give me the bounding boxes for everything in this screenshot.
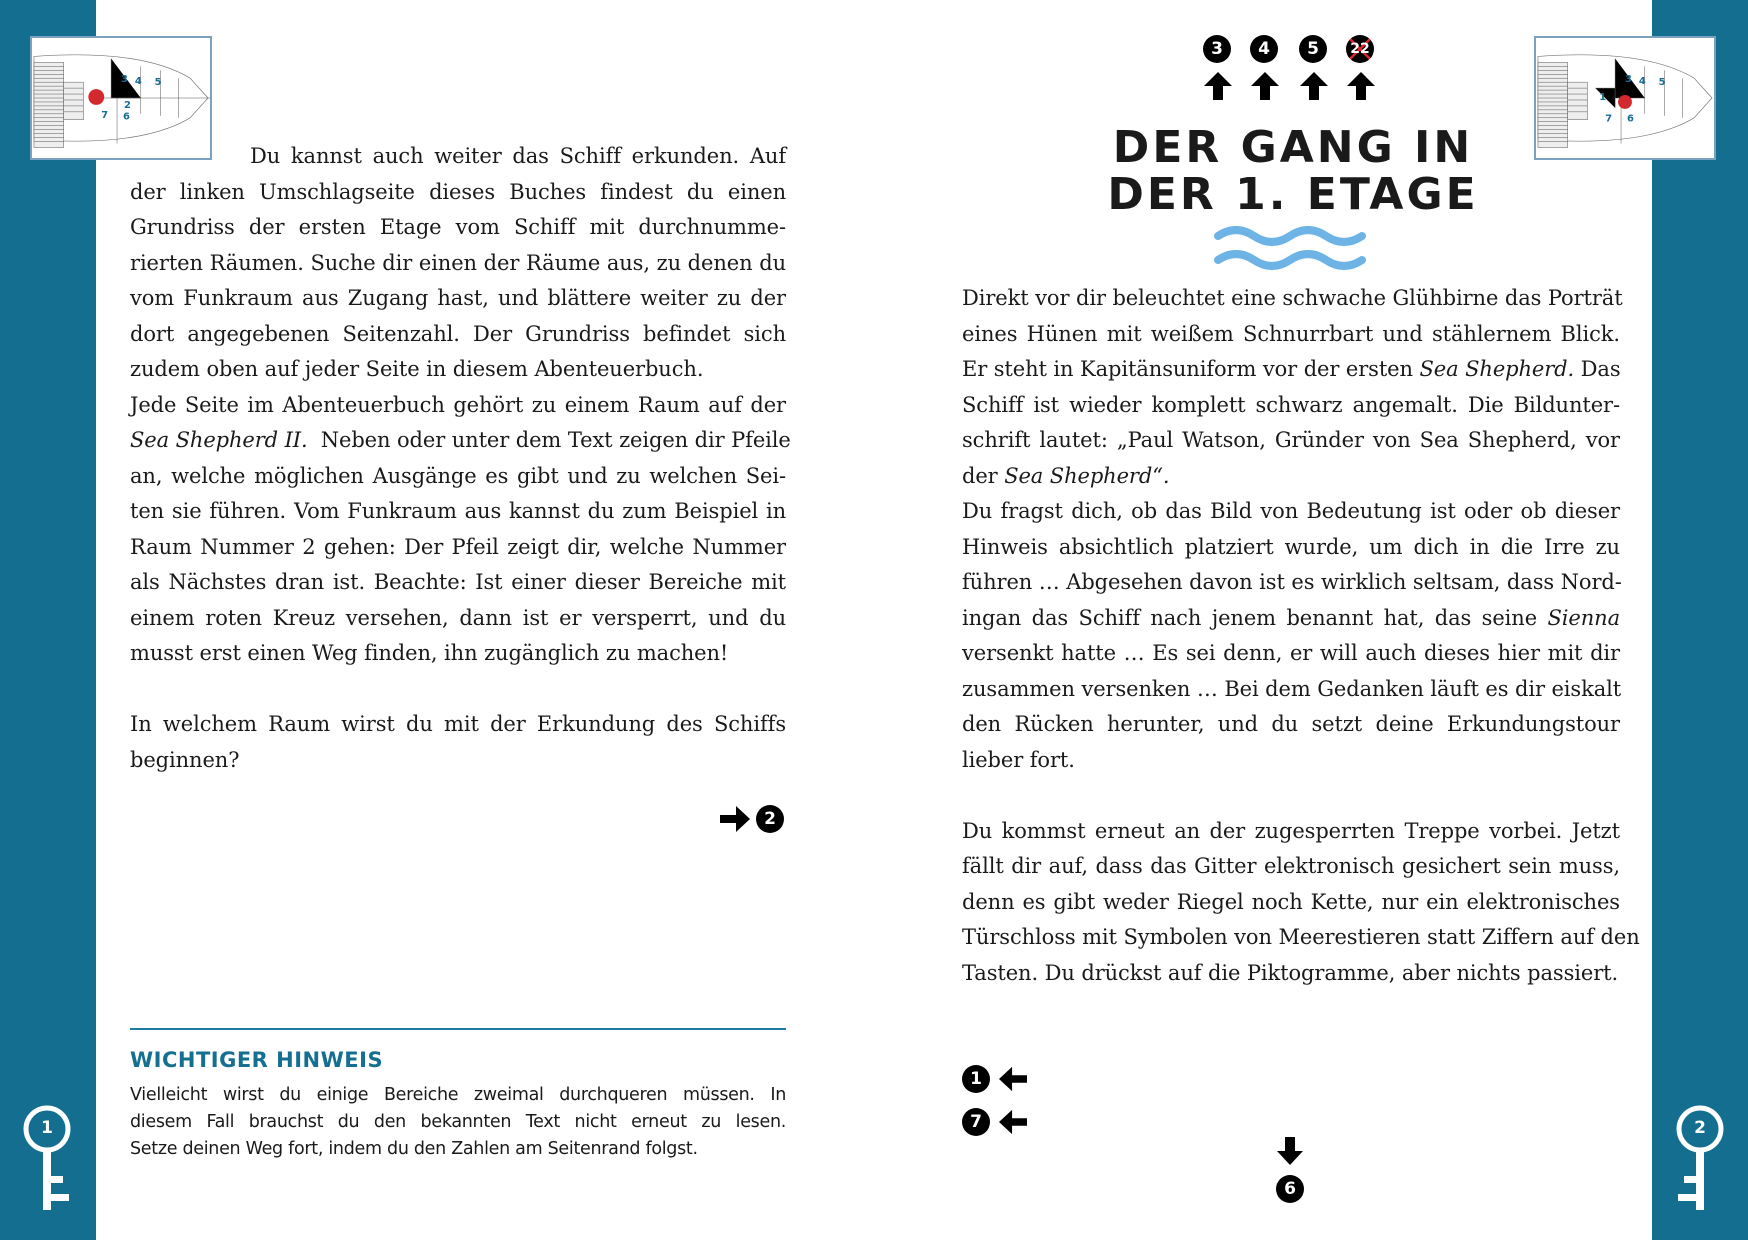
svg-text:6: 6 bbox=[122, 111, 130, 123]
text-segment: Du fragst dich, ob das Bild von Bedeutung ist oder ob dieser bbox=[962, 499, 1620, 523]
text-segment: Neben oder unter dem Text zeigen dir Pfeile bbox=[307, 428, 791, 452]
text-line bbox=[962, 707, 1620, 742]
text-line bbox=[130, 246, 786, 281]
text-line bbox=[962, 317, 1620, 352]
exit-target-badge: 7 bbox=[962, 1108, 990, 1136]
italic-text: Sea Shepherd II. bbox=[130, 428, 308, 452]
text-segment: zudem oben auf jeder Seite in diesem Abenteuerbuch. bbox=[130, 357, 704, 381]
exit-up-22[interactable] bbox=[1345, 35, 1375, 105]
text-segment: Raum Nummer 2 gehen: Der Pfeil zeigt dir, welche Nummer bbox=[130, 534, 786, 559]
text-segment: Das bbox=[1574, 357, 1621, 381]
hint-line: Setze deinen Weg fort, indem du den Zahlen am Seitenrand folgst. bbox=[130, 1139, 698, 1159]
text-line bbox=[962, 352, 1620, 387]
arrow-down-icon bbox=[1275, 1135, 1305, 1167]
exit-target-badge-blocked: 22 bbox=[1346, 35, 1374, 63]
text-segment: fällt dir auf, dass das Gitter elektronisch gesichert sein muss, bbox=[962, 854, 1620, 878]
page-number: 2 bbox=[1694, 1118, 1706, 1138]
exit-target-badge: 4 bbox=[1250, 35, 1278, 63]
text-line bbox=[962, 281, 1623, 316]
arrow-up-icon bbox=[1346, 71, 1376, 101]
text-segment: als Nächstes dran ist. Beachte: Ist einer dieser Bereiche mit bbox=[130, 570, 786, 594]
svg-text:3: 3 bbox=[121, 74, 128, 86]
italic-text: Sienna bbox=[1547, 605, 1620, 630]
svg-text:4: 4 bbox=[1638, 76, 1646, 88]
text-segment: Hinweis absichtlich platziert wurde, um dich in die Irre zu bbox=[962, 534, 1620, 559]
svg-text:5: 5 bbox=[154, 77, 162, 89]
text-line bbox=[130, 352, 786, 387]
text-segment: der linken Umschlagseite dieses Buches findest du einen bbox=[130, 179, 786, 204]
text-segment: Jede Seite im Abenteuerbuch gehört zu einem Raum auf der bbox=[130, 392, 786, 417]
exit-up-5[interactable] bbox=[1298, 35, 1328, 105]
arrow-up-icon bbox=[1250, 71, 1280, 101]
text-line bbox=[130, 530, 786, 565]
exit-down-6[interactable] bbox=[1275, 1135, 1305, 1205]
wave-icon bbox=[1212, 226, 1368, 272]
svg-text:5: 5 bbox=[1658, 77, 1666, 89]
text-line bbox=[130, 175, 786, 210]
text-segment: Tasten. Du drückst auf die Piktogramme, aber nichts passiert. bbox=[962, 960, 1619, 985]
text-line bbox=[130, 210, 786, 245]
svg-text:3: 3 bbox=[1625, 74, 1632, 86]
text-line bbox=[130, 388, 786, 423]
italic-text: Sea Shepherd. bbox=[1419, 357, 1575, 381]
arrow-up-icon bbox=[1203, 71, 1233, 101]
text-segment: lieber fort. bbox=[962, 747, 1075, 772]
exit-target-badge: 6 bbox=[1276, 1175, 1304, 1203]
text-segment: der bbox=[962, 463, 1005, 488]
svg-text:7: 7 bbox=[1605, 113, 1613, 125]
text-segment: Du kommst erneut an der zugesperrten Treppe vorbei. Jetzt bbox=[962, 818, 1620, 843]
hint-divider bbox=[130, 1028, 786, 1030]
text-line bbox=[962, 494, 1620, 529]
text-line bbox=[130, 636, 786, 671]
text-line bbox=[250, 139, 786, 174]
text-segment: zusammen versenken … Bei dem Gedanken läuft es dir eiskalt bbox=[962, 676, 1622, 701]
svg-text:7: 7 bbox=[101, 109, 109, 121]
ship-map-icon bbox=[32, 38, 210, 158]
text-segment: denn es gibt weder Riegel noch Kette, nur ein elektronisches bbox=[962, 889, 1620, 914]
text-segment: eines Hünen mit weißem Schnurrbart und stählernem Blick. bbox=[962, 321, 1620, 346]
exit-left-7[interactable] bbox=[962, 1108, 1032, 1138]
text-line bbox=[962, 388, 1620, 423]
exit-target-badge: 2 bbox=[756, 805, 784, 833]
text-line bbox=[962, 459, 1620, 494]
text-segment: Er steht in Kapitänsuniform vor der ersten bbox=[962, 357, 1420, 381]
text-line bbox=[130, 317, 786, 352]
text-line bbox=[130, 281, 786, 316]
arrow-left-icon bbox=[996, 1108, 1030, 1136]
text-line bbox=[962, 814, 1620, 849]
exit-arrow-right[interactable] bbox=[718, 804, 788, 834]
text-segment: führen … Abgesehen davon ist es wirklich seltsam, dass Nord- bbox=[962, 570, 1622, 594]
text-line bbox=[130, 601, 786, 636]
svg-text:1: 1 bbox=[1599, 91, 1607, 103]
text-segment: Direkt vor dir beleuchtet eine schwache Glühbirne das Porträt bbox=[962, 286, 1623, 310]
text-line bbox=[962, 743, 1620, 778]
text-segment: Grundriss der ersten Etage vom Schiff mit durchnumme- bbox=[130, 215, 786, 239]
hint-line: diesem Fall brauchst du den bekannten Text nicht erneut zu lesen. bbox=[130, 1112, 786, 1132]
text-segment: dort angegebenen Seitenzahl. Der Grundriss befindet sich bbox=[130, 321, 786, 346]
text-line bbox=[130, 565, 786, 600]
ship-floor-plan-right bbox=[1534, 36, 1716, 160]
exit-up-3[interactable] bbox=[1202, 35, 1232, 105]
text-line bbox=[962, 530, 1620, 565]
page-number-key-left bbox=[17, 1104, 77, 1214]
text-line bbox=[962, 423, 1620, 458]
svg-text:4: 4 bbox=[134, 76, 142, 88]
chapter-title-line: DER GANG IN bbox=[1112, 122, 1474, 173]
chapter-title-line: DER 1. ETAGE bbox=[1107, 169, 1479, 220]
text-segment: einem roten Kreuz versehen, dann ist er versperrt, und du bbox=[130, 605, 786, 630]
text-line bbox=[962, 636, 1620, 671]
right-margin-strip bbox=[1652, 0, 1748, 1240]
arrow-left-icon bbox=[996, 1065, 1030, 1093]
text-line bbox=[962, 601, 1620, 636]
exit-left-1[interactable] bbox=[962, 1065, 1032, 1095]
text-segment: versenkt hatte … Es sei denn, er will auch dieses hier mit dir bbox=[962, 641, 1620, 665]
italic-text: Sea Shepherd“. bbox=[1004, 463, 1170, 488]
text-segment: Türschloss mit Symbolen von Meerestieren statt Ziffern auf den bbox=[962, 925, 1640, 949]
hint-line: Vielleicht wirst du einige Bereiche zweimal durchqueren müssen. In bbox=[130, 1085, 786, 1105]
text-line bbox=[962, 956, 1620, 991]
text-segment: den Rücken herunter, und du setzt deine Erkundungstour bbox=[962, 712, 1620, 736]
exit-target-badge: 3 bbox=[1203, 35, 1231, 63]
svg-text:2: 2 bbox=[123, 99, 131, 111]
text-line bbox=[962, 565, 1620, 600]
text-segment: ten sie führen. Vom Funkraum aus kannst du zum Beispiel in bbox=[130, 499, 786, 523]
text-segment: vom Funkraum aus Zugang hast, und blättere weiter zu der bbox=[130, 286, 786, 310]
text-segment: an, welche möglichen Ausgänge es gibt und zu welchen Sei- bbox=[130, 463, 786, 488]
ship-floor-plan-left bbox=[30, 36, 212, 160]
text-segment: schrift lautet: „Paul Watson, Gründer von Sea Shepherd, vor bbox=[962, 428, 1620, 452]
hint-title: WICHTIGER HINWEIS bbox=[130, 1048, 384, 1072]
text-line bbox=[130, 707, 786, 742]
arrow-right-icon bbox=[718, 804, 752, 834]
text-segment: beginnen? bbox=[130, 747, 240, 772]
text-segment: In welchem Raum wirst du mit der Erkundung des Schiffs bbox=[130, 712, 786, 736]
text-line bbox=[130, 494, 786, 529]
svg-text:6: 6 bbox=[1626, 113, 1634, 125]
text-segment: Du kannst auch weiter das Schiff erkunden. Auf bbox=[250, 144, 786, 168]
text-line bbox=[130, 459, 786, 494]
page-number: 1 bbox=[41, 1118, 53, 1138]
ship-map-icon bbox=[1536, 38, 1714, 158]
left-margin-strip bbox=[0, 0, 96, 1240]
text-line bbox=[130, 743, 786, 778]
text-line bbox=[130, 423, 791, 458]
exit-target-badge: 5 bbox=[1299, 35, 1327, 63]
exit-up-4[interactable] bbox=[1249, 35, 1279, 105]
text-line bbox=[962, 920, 1640, 955]
text-line bbox=[962, 885, 1620, 920]
text-segment: rierten Räumen. Suche dir einen der Räume aus, zu denen du bbox=[130, 250, 786, 275]
text-segment: ingan das Schiff nach jenem benannt hat, das seine bbox=[962, 605, 1548, 630]
page-number-key-right bbox=[1670, 1104, 1730, 1214]
arrow-up-icon bbox=[1299, 71, 1329, 101]
text-line bbox=[962, 672, 1620, 707]
text-segment: musst erst einen Weg finden, ihn zugänglich zu machen! bbox=[130, 641, 729, 665]
text-segment: Schiff ist wieder komplett schwarz angemalt. Die Bildunter- bbox=[962, 392, 1620, 417]
exit-target-badge: 1 bbox=[962, 1065, 990, 1093]
text-line bbox=[962, 849, 1620, 884]
